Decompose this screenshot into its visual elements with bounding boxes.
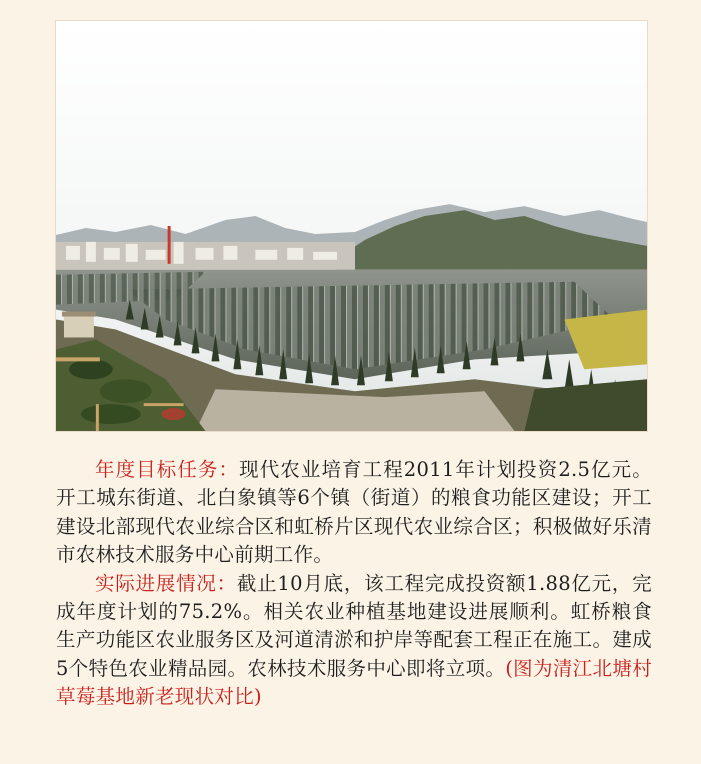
farmland-photo [55,20,648,432]
actual-progress-heading: 实际进展情况： [95,571,237,595]
article-text [56,456,652,712]
annual-targets-body: 现代农业培育工程2011年计划投资2.5亿元。开工城东街道、北白象镇等6个镇（街道）的粮食功能区建设；开工建设北部现代农业综合区和虹桥片区现代农业综合区；积极做好乐清市农林技术服务中心前期工作。 [56,458,652,567]
actual-progress-body: 截止10月底，该工程完成投资额1.88亿元，完成年度计划的75.2%。相关农业种植基地建设进展顺利。虹桥粮食生产功能区农业服务区及河道清淤和护岸等配套工程正在施工。建成5个特色农业精品园。农林技术服务中心即将立项。 [56,571,652,680]
paragraph-annual-targets [56,456,652,570]
farmland-photo-graphic [56,21,647,431]
annual-targets-heading: 年度目标任务： [95,458,240,481]
paragraph-actual-progress [56,570,652,712]
photo-caption: (图为清江北塘村草莓基地新老现状对比) [56,656,652,709]
